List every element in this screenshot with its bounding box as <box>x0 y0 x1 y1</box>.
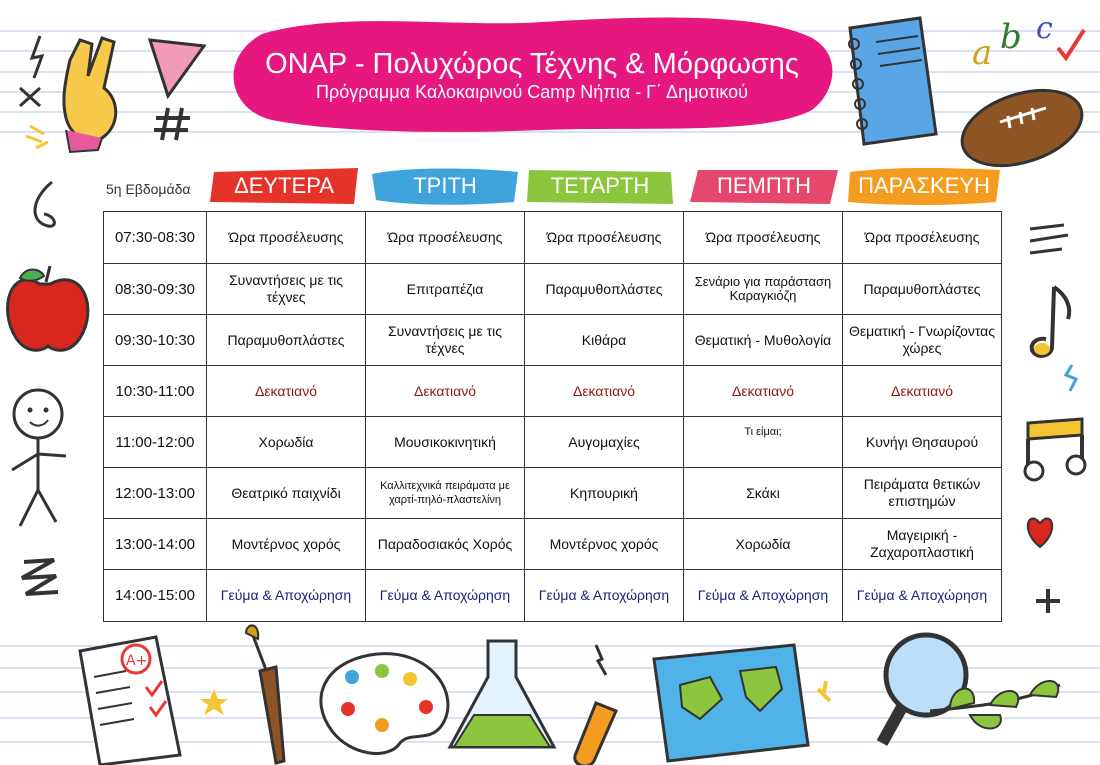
lightning-icon <box>32 36 42 78</box>
day-label: ΤΕΤΑΡΤΗ <box>550 173 650 198</box>
heart-icon <box>1028 519 1052 547</box>
schedule-cell: Θεματική - Γνωρίζοντας χώρες <box>843 315 1002 366</box>
schedule-cell: Επιτραπέζια <box>366 264 525 315</box>
top-left-doodles <box>10 30 210 160</box>
schedule-cell: Γεύμα & Αποχώρηση <box>207 570 366 622</box>
paintbrush-icon <box>246 625 284 763</box>
cross-icon <box>20 88 40 106</box>
day-label: ΤΡΙΤΗ <box>413 173 477 198</box>
left-doodles <box>0 170 100 620</box>
svg-text:c: c <box>1036 11 1053 46</box>
page-subtitle: Πρόγραμμα Καλοκαιρινού Camp Νήπια - Γ΄ Δημοτικού <box>316 82 748 102</box>
schedule-cell: Μοντέρνος χορός <box>525 519 684 570</box>
abc-letters-icon <box>972 11 1084 73</box>
map-icon <box>654 645 808 761</box>
schedule-cell: Παραμυθοπλάστες <box>843 264 1002 315</box>
schedule-cell: Ώρα προσέλευσης <box>843 212 1002 264</box>
svg-text:a: a <box>972 33 993 73</box>
page-title: ΟΝΑΡ - Πολυχώρος Τέχνης & Μόρφωσης <box>265 48 799 80</box>
day-header-wednesday <box>525 166 675 206</box>
bottom-doodles <box>70 615 1070 765</box>
schedule-cell: Μαγειρική - Ζαχαροπλαστική <box>843 519 1002 570</box>
time-cell: 14:00-15:00 <box>104 570 207 622</box>
triangle-icon <box>150 40 204 96</box>
schedule-cell: Σενάριο για παράσταση Καραγκιόζη <box>684 264 843 315</box>
schedule-cell: Παραμυθοπλάστες <box>207 315 366 366</box>
time-cell: 13:00-14:00 <box>104 519 207 570</box>
schedule-cell: Κηπουρική <box>525 468 684 519</box>
svg-text:b: b <box>1000 17 1022 57</box>
day-header-tuesday <box>370 166 520 206</box>
music-note-icon <box>1032 287 1076 391</box>
schedule-cell: Παραμυθοπλάστες <box>525 264 684 315</box>
day-label: ΠΕΜΠΤΗ <box>716 173 812 198</box>
week-label: 5η Εβδομάδα <box>106 181 191 197</box>
schedule-cell: Γεύμα & Αποχώρηση <box>843 570 1002 622</box>
schedule-cell: Χορωδία <box>207 417 366 468</box>
time-cell: 09:30-10:30 <box>104 315 207 366</box>
schedule-cell: Δεκατιανό <box>843 366 1002 417</box>
apple-icon <box>8 266 88 350</box>
flask-icon <box>450 641 554 747</box>
day-header-thursday <box>688 166 840 206</box>
sparkle-icon <box>26 126 48 148</box>
schedule-cell: Δεκατιανό <box>207 366 366 417</box>
schedule-cell: Ώρα προσέλευσης <box>207 212 366 264</box>
schedule-cell: Δεκατιανό <box>684 366 843 417</box>
time-cell: 10:30-11:00 <box>104 366 207 417</box>
top-right-doodles <box>840 8 1095 168</box>
schedule-cell: Ώρα προσέλευσης <box>684 212 843 264</box>
magnifier-icon <box>882 635 966 743</box>
svg-text:A+: A+ <box>126 653 148 669</box>
schedule-cell: Δεκατιανό <box>366 366 525 417</box>
schedule-cell: Ώρα προσέλευσης <box>525 212 684 264</box>
schedule-cell: Κιθάρα <box>525 315 684 366</box>
schedule-cell: Δεκατιανό <box>525 366 684 417</box>
schedule-cell: Ώρα προσέλευσης <box>366 212 525 264</box>
schedule-cell: Γεύμα & Αποχώρηση <box>525 570 684 622</box>
test-paper-icon <box>80 637 180 765</box>
title-block <box>222 48 842 103</box>
table-row <box>104 468 1002 519</box>
palette-icon <box>321 654 448 754</box>
schedule-cell: Συναντήσεις με τις τέχνες <box>366 315 525 366</box>
day-label: ΠΑΡΑΣΚΕΥΗ <box>858 173 990 198</box>
time-cell: 07:30-08:30 <box>104 212 207 264</box>
star-icon <box>200 689 228 715</box>
schedule-table <box>103 211 1002 622</box>
table-row <box>104 212 1002 264</box>
table-row <box>104 519 1002 570</box>
plus-icon <box>1036 589 1060 613</box>
time-cell: 08:30-09:30 <box>104 264 207 315</box>
schedule-cell: Χορωδία <box>684 519 843 570</box>
schedule-cell: Τι είμαι; <box>684 417 843 468</box>
schedule-cell: Θεατρικό παιχνίδι <box>207 468 366 519</box>
time-cell: 12:00-13:00 <box>104 468 207 519</box>
lines-icon <box>1030 225 1068 253</box>
schedule-cell: Παραδοσιακός Χορός <box>366 519 525 570</box>
schedule-cell: Αυγομαχίες <box>525 417 684 468</box>
table-row <box>104 315 1002 366</box>
schedule-cell: Σκάκι <box>684 468 843 519</box>
hashtag-icon <box>154 108 190 140</box>
schedule-cell: Θεματική - Μυθολογία <box>684 315 843 366</box>
swirl-icon <box>35 182 54 226</box>
schedule-cell: Γεύμα & Αποχώρηση <box>366 570 525 622</box>
test-tube-icon <box>575 645 616 765</box>
schedule-cell: Μουσικοκινητική <box>366 417 525 468</box>
football-icon <box>953 77 1092 168</box>
schedule-cell: Συναντήσεις με τις τέχνες <box>207 264 366 315</box>
sparkle-icon <box>818 681 830 701</box>
right-doodles <box>1010 215 1100 615</box>
table-row <box>104 417 1002 468</box>
table-row <box>104 570 1002 622</box>
schedule-cell: Κυνήγι Θησαυρού <box>843 417 1002 468</box>
day-header-monday <box>208 166 360 206</box>
double-note-icon <box>1025 419 1085 480</box>
squiggle-icon <box>22 560 58 594</box>
schedule-cell: Μοντέρνος χορός <box>207 519 366 570</box>
day-label: ΔΕΥΤΕΡΑ <box>234 173 334 198</box>
table-row <box>104 366 1002 417</box>
schedule-cell: Γεύμα & Αποχώρηση <box>684 570 843 622</box>
stick-figure-icon <box>12 390 66 526</box>
schedule-cell: Πειράματα θετικών επιστημών <box>843 468 1002 519</box>
schedule-cell: Καλλιτεχνικά πειράματα με χαρτί-πηλό-πλαστελίνη <box>366 468 525 519</box>
time-cell: 11:00-12:00 <box>104 417 207 468</box>
day-header-friday <box>846 166 1002 206</box>
peace-hand-icon <box>64 38 116 152</box>
notebook-icon <box>849 18 936 144</box>
table-row <box>104 264 1002 315</box>
